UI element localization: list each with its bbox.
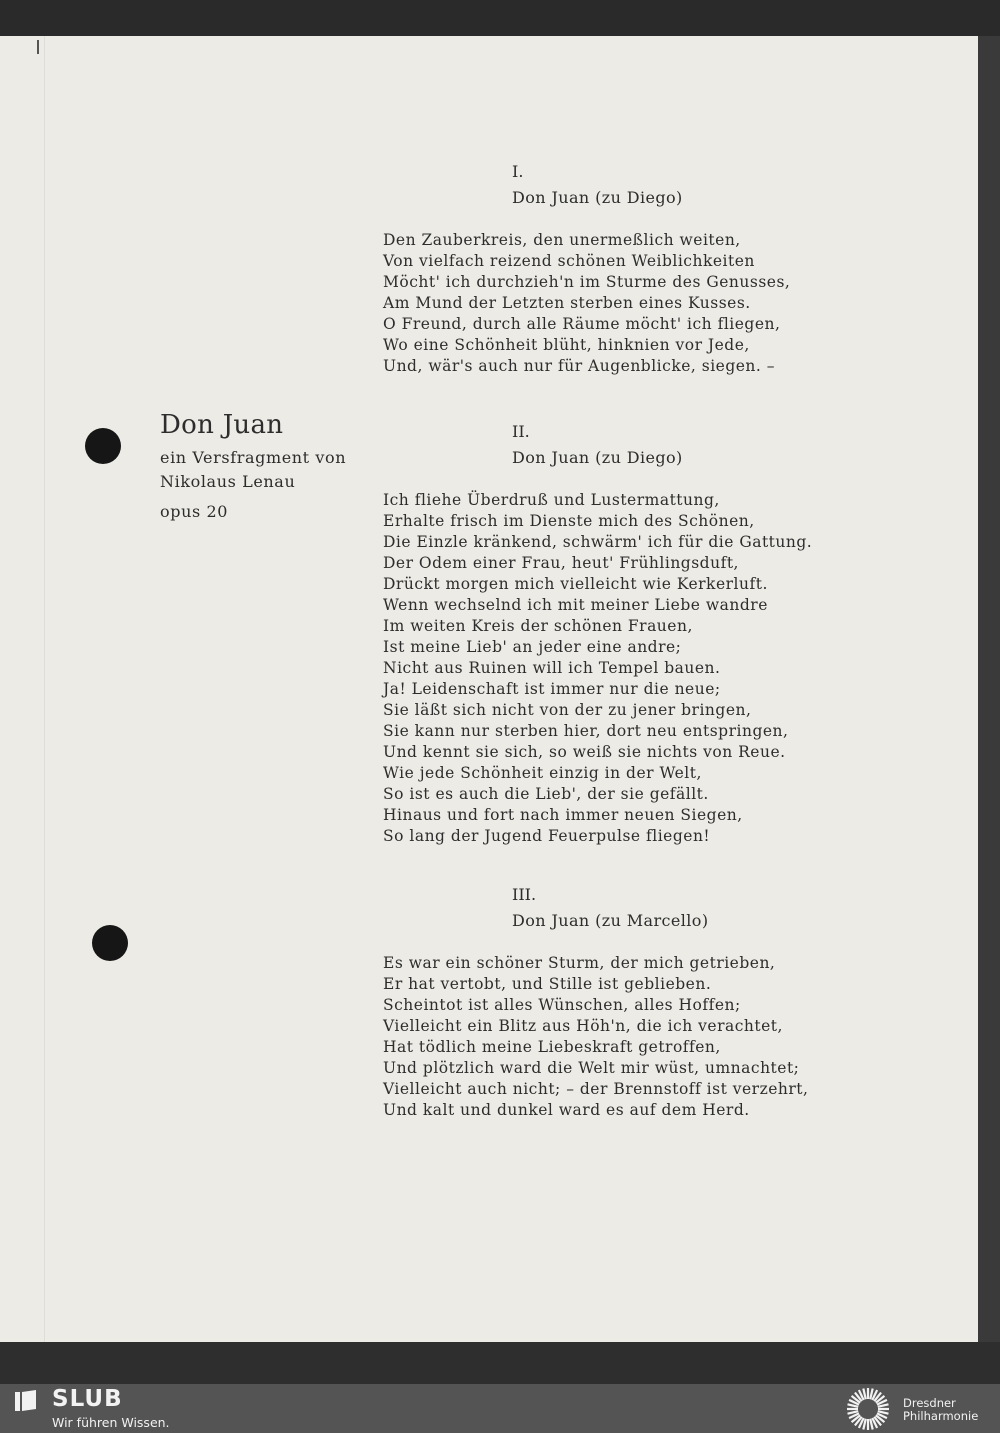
verse-lines bbox=[383, 490, 853, 847]
poem-subtitle bbox=[160, 446, 346, 494]
verse-line: Am Mund der Letzten sterben eines Kusses. bbox=[383, 294, 751, 312]
verse-line: Ist meine Lieb' an jeder eine andre; bbox=[383, 638, 682, 656]
section-2 bbox=[383, 420, 853, 847]
page-mark bbox=[37, 40, 39, 54]
partner-logo-text bbox=[903, 1397, 978, 1423]
section-number: II. bbox=[512, 422, 530, 441]
scan-right-edge bbox=[978, 36, 1000, 1342]
verse-line: Wo eine Schönheit blüht, hinknien vor Jede, bbox=[383, 336, 750, 354]
scan-bottom-edge bbox=[0, 1342, 1000, 1384]
verse-line: Drückt morgen mich vielleicht wie Kerkerluft. bbox=[383, 575, 768, 593]
verse-lines bbox=[383, 230, 853, 377]
verse-line: Und kalt und dunkel ward es auf dem Herd. bbox=[383, 1101, 750, 1119]
poem-title: Don Juan bbox=[160, 410, 284, 440]
punch-hole-upper bbox=[85, 428, 121, 464]
verse-line: Sie kann nur sterben hier, dort neu entspringen, bbox=[383, 722, 789, 740]
slub-logo-text: SLUB bbox=[52, 1386, 123, 1412]
verse-line: Er hat vertobt, und Stille ist geblieben. bbox=[383, 975, 712, 993]
verse-line: Hinaus und fort nach immer neuen Siegen, bbox=[383, 806, 743, 824]
verse-line: Wenn wechselnd ich mit meiner Liebe wandre bbox=[383, 596, 768, 614]
scan-top-edge bbox=[0, 0, 1000, 36]
verse-line: Und, wär's auch nur für Augenblicke, siegen. – bbox=[383, 357, 776, 375]
verse-line: Erhalte frisch im Dienste mich des Schönen, bbox=[383, 512, 755, 530]
verse-line: Scheintot ist alles Wünschen, alles Hoffen; bbox=[383, 996, 741, 1014]
verse-line: Möcht' ich durchzieh'n im Sturme des Genusses, bbox=[383, 273, 791, 291]
section-3 bbox=[383, 883, 853, 1121]
poem-author: Nikolaus Lenau bbox=[160, 472, 296, 491]
poem-subtitle-line-1: ein Versfragment von bbox=[160, 448, 347, 467]
punch-hole-lower bbox=[92, 925, 128, 961]
verse-line: Und kennt sie sich, so weiß sie nichts von Reue. bbox=[383, 743, 786, 761]
slub-tagline: Wir führen Wissen. bbox=[52, 1415, 170, 1430]
opus-number: opus 20 bbox=[160, 502, 229, 521]
section-heading: Don Juan (zu Marcello) bbox=[512, 911, 709, 930]
philharmonie-logo-icon bbox=[842, 1386, 894, 1432]
verse-line: Nicht aus Ruinen will ich Tempel bauen. bbox=[383, 659, 721, 677]
poem-title-block bbox=[160, 408, 346, 524]
verse-line: Hat tödlich meine Liebeskraft getroffen, bbox=[383, 1038, 721, 1056]
section-heading: Don Juan (zu Diego) bbox=[512, 448, 683, 467]
verse-line: Und plötzlich ward die Welt mir wüst, umnachtet; bbox=[383, 1059, 800, 1077]
verse-line: Den Zauberkreis, den unermeßlich weiten, bbox=[383, 231, 741, 249]
verse-line: Der Odem einer Frau, heut' Frühlingsduft, bbox=[383, 554, 739, 572]
verse-line: O Freund, durch alle Räume möcht' ich fliegen, bbox=[383, 315, 781, 333]
page-crease bbox=[44, 36, 45, 1342]
section-number: I. bbox=[512, 162, 524, 181]
verse-line: So lang der Jugend Feuerpulse fliegen! bbox=[383, 827, 711, 845]
verse-line: Die Einzle kränkend, schwärm' ich für die Gattung. bbox=[383, 533, 813, 551]
section-heading: Don Juan (zu Diego) bbox=[512, 188, 683, 207]
slub-book-icon bbox=[14, 1389, 38, 1413]
verse-line: Ja! Leidenschaft ist immer nur die neue; bbox=[383, 680, 721, 698]
verse-line: Vielleicht auch nicht; – der Brennstoff ist verzehrt, bbox=[383, 1080, 809, 1098]
section-number: III. bbox=[512, 885, 537, 904]
verse-line: Von vielfach reizend schönen Weiblichkeiten bbox=[383, 252, 755, 270]
verse-line: So ist es auch die Lieb', der sie gefällt. bbox=[383, 785, 709, 803]
verse-line: Vielleicht ein Blitz aus Höh'n, die ich verachtet, bbox=[383, 1017, 783, 1035]
verse-line: Es war ein schöner Sturm, der mich getrieben, bbox=[383, 954, 776, 972]
verse-line: Sie läßt sich nicht von der zu jener bringen, bbox=[383, 701, 752, 719]
verse-line: Im weiten Kreis der schönen Frauen, bbox=[383, 617, 693, 635]
verse-line: Ich fliehe Überdruß und Lustermattung, bbox=[383, 491, 720, 509]
section-1 bbox=[383, 160, 853, 377]
verse-lines bbox=[383, 953, 853, 1121]
verse-line: Wie jede Schönheit einzig in der Welt, bbox=[383, 764, 702, 782]
partner-line-2: Philharmonie bbox=[903, 1409, 979, 1423]
partner-line-1: Dresdner bbox=[903, 1396, 956, 1410]
